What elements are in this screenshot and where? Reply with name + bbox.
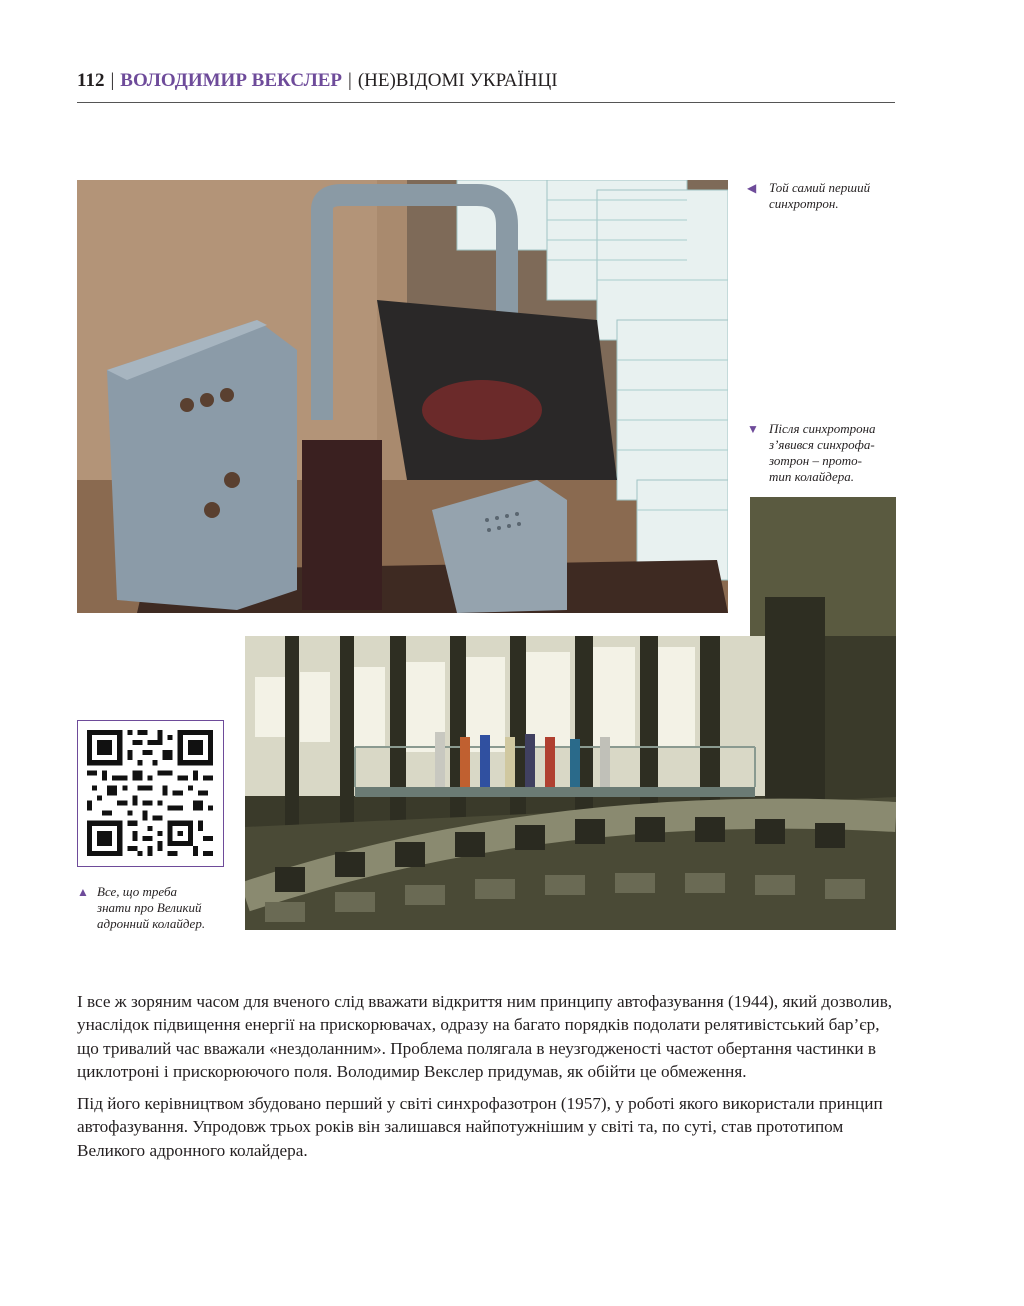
caption-line: синхротрон. bbox=[769, 196, 839, 211]
qr-code-box[interactable] bbox=[77, 720, 224, 867]
synchrophasotron-caption bbox=[747, 421, 907, 485]
header-rule bbox=[77, 102, 895, 103]
header-separator: | bbox=[110, 70, 115, 91]
page-number: 112 bbox=[77, 70, 105, 91]
caption-line: Після синхротрона bbox=[769, 421, 876, 436]
header-series: (НЕ)ВІДОМІ УКРАЇНЦІ bbox=[357, 70, 558, 91]
synchrotron-photo bbox=[77, 180, 728, 613]
qr-caption bbox=[77, 884, 237, 932]
triangle-left-icon: ◀ bbox=[747, 181, 757, 195]
paragraph: Під його керівництвом збудовано перший у світі синхрофазотрон (1957), у роботі якого використали принцип автофазування. Упродовж трьох років він залишався найпотужнішим у світі та, по суті, став прототипом Великого адронного колайдера. bbox=[77, 1094, 883, 1160]
triangle-down-icon: ▼ bbox=[747, 422, 759, 436]
caption-line: тип колайдера. bbox=[769, 469, 854, 484]
running-header bbox=[77, 68, 895, 98]
qr-code-icon bbox=[87, 730, 213, 856]
caption-line: зотрон – прото- bbox=[769, 453, 862, 468]
caption-line: адронний колайдер. bbox=[97, 916, 206, 931]
header-author: ВОЛОДИМИР ВЕКСЛЕР bbox=[120, 70, 343, 91]
paragraph: І все ж зоряним часом для вченого слід вважати відкриття ним принципу автофазування (1944), який дозволив, унаслідок підвищення енергії на прискорювачах, одразу на багато порядків подолати релятивістський бар’єр, що тривалий час вважали «нездоланним». Проблема полягала в неузгодженості частот обертання частинки в циклотроні і прискорюючого поля. Володимир Векслер придумав, як обійти це обмеження. bbox=[77, 992, 893, 1081]
caption-line: Все, що треба bbox=[97, 884, 178, 899]
synchrotron-caption bbox=[747, 180, 907, 212]
caption-line: знати про Великий bbox=[97, 900, 202, 915]
triangle-up-icon: ▲ bbox=[77, 885, 89, 899]
caption-line: Той самий перший bbox=[769, 180, 871, 195]
caption-line: з’явився синхрофа- bbox=[769, 437, 875, 452]
header-separator-2: | bbox=[348, 70, 352, 91]
body-text bbox=[77, 990, 897, 1171]
